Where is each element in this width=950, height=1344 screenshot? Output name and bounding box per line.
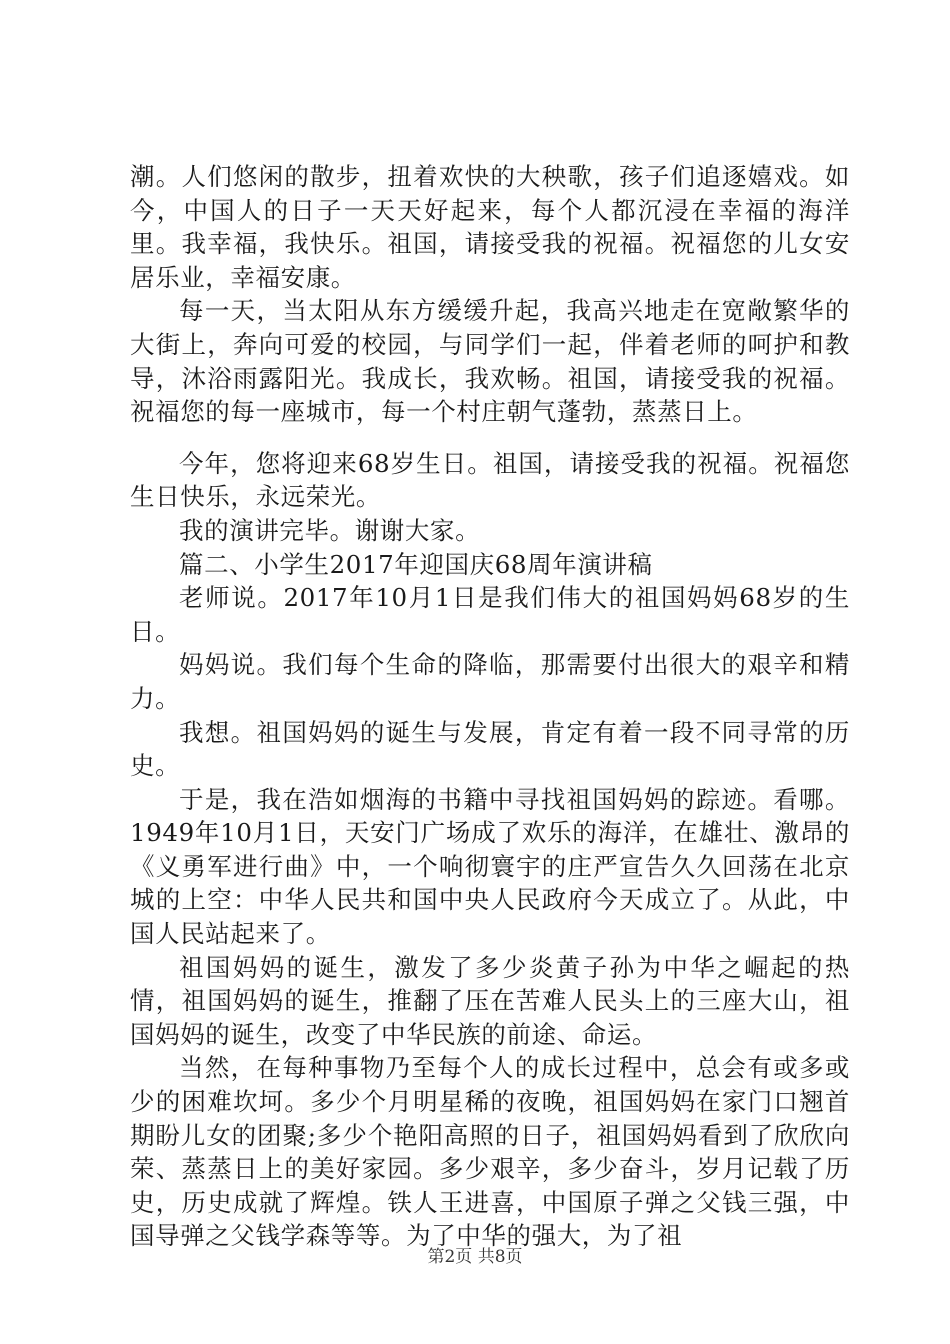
page-number-footer: 第2页 共8页 xyxy=(427,1247,523,1267)
paragraph: 今年，您将迎来68岁生日。祖国，请接受我的祝福。祝福您生日快乐，永远荣光。 xyxy=(130,448,850,512)
paragraph: 我想。祖国妈妈的诞生与发展，肯定有着一段不同寻常的历史。 xyxy=(130,717,850,781)
paragraph: 当然，在每种事物乃至每个人的成长过程中，总会有或多或少的困难坎坷。多少个月明星稀的夜晚，祖国妈妈在家门口翘首期盼儿女的团聚;多少个艳阳高照的日子，祖国妈妈看到了欣欣向荣、蒸蒸日上的美好家园。多少艰辛，多少奋斗，岁月记载了历史，历史成就了辉煌。铁人王进喜，中国原子弹之父钱三强，中国导弹之父钱学森等等。为了中华的强大，为了祖 xyxy=(130,1053,850,1251)
paragraph: 于是，我在浩如烟海的书籍中寻找祖国妈妈的踪迹。看哪。1949年10月1日，天安门广场成了欢乐的海洋，在雄壮、激昂的《义勇军进行曲》中，一个响彻寰宇的庄严宣告久久回荡在北京城的上空：中华人民共和国中央人民政府今天成立了。从此，中国人民站起来了。 xyxy=(130,784,850,949)
paragraph-continued: 潮。人们悠闲的散步，扭着欢快的大秧歌，孩子们追逐嬉戏。如今，中国人的日子一天天好起来，每个人都沉浸在幸福的海洋里。我幸福，我快乐。祖国，请接受我的祝福。祝福您的儿女安居乐业，幸福安康。 xyxy=(130,162,850,292)
section-heading: 篇二、小学生2017年迎国庆68周年演讲稿 xyxy=(179,549,653,579)
paragraph: 我的演讲完毕。谢谢大家。 xyxy=(179,515,481,545)
paragraph: 老师说。2017年10月1日是我们伟大的祖国妈妈68岁的生日。 xyxy=(130,583,850,646)
document-body xyxy=(130,160,850,1253)
paragraph: 祖国妈妈的诞生，激发了多少炎黄子孙为中华之崛起的热情，祖国妈妈的诞生，推翻了压在苦难人民头上的三座大山，祖国妈妈的诞生，改变了中华民族的前途、命运。 xyxy=(130,952,850,1049)
paragraph: 每一天，当太阳从东方缓缓升起，我高兴地走在宽敞繁华的大街上，奔向可爱的校园，与同学们一起，伴着老师的呵护和教导，沐浴雨露阳光。我成长，我欢畅。祖国，请接受我的祝福。祝福您的每一座城市，每一个村庄朝气蓬勃，蒸蒸日上。 xyxy=(130,296,850,427)
paragraph: 妈妈说。我们每个生命的降临，那需要付出很大的艰辛和精力。 xyxy=(130,650,850,713)
